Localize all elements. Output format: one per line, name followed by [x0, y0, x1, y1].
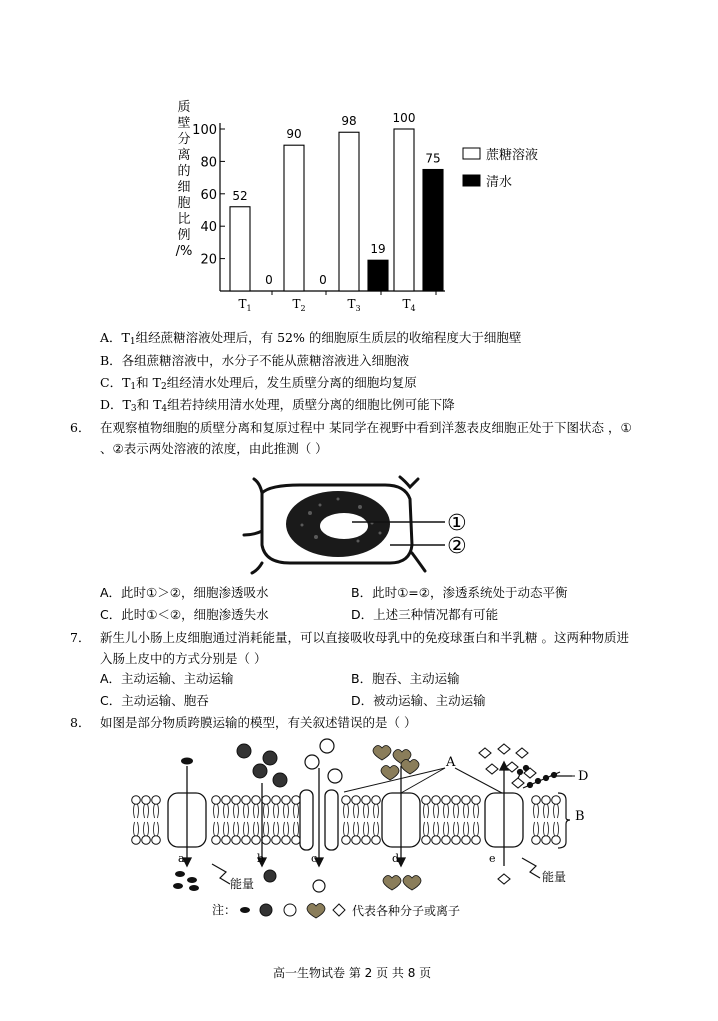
x-tick-label: $T_1$ — [238, 297, 252, 313]
y-tick-label: 20 — [200, 252, 217, 268]
phospholipid — [272, 796, 281, 805]
phospholipid — [544, 822, 549, 836]
phospholipid — [292, 796, 301, 805]
note-legend — [212, 903, 460, 918]
phospholipid — [212, 796, 221, 805]
phospholipid — [264, 804, 269, 818]
phospholipid — [542, 836, 551, 845]
phospholipid — [254, 822, 259, 836]
phospholipid — [242, 796, 251, 805]
vacuole — [320, 513, 368, 539]
phospholipid — [214, 822, 219, 836]
data-label: 75 — [425, 151, 441, 166]
phospholipid — [214, 804, 219, 818]
phospholipid — [282, 796, 291, 805]
q6-stem-line2: 、②表示两处溶液的浓度，由此推测（ ） — [100, 441, 328, 456]
label-1: ① — [447, 511, 467, 536]
svg-text:代表各种分子或离子: 代表各种分子或离子 — [352, 904, 461, 918]
energy-label-e: 能量 — [542, 870, 567, 884]
phospholipid — [294, 804, 299, 818]
phospholipid — [262, 796, 271, 805]
bar-T4-water — [423, 170, 443, 292]
phospholipid — [292, 836, 301, 845]
q8-stem: 如图是部分物质跨膜运输的模型，有关叙述错误的是（ ） — [100, 715, 417, 730]
phospholipid — [152, 836, 161, 845]
phospholipid — [454, 804, 459, 818]
data-label: 90 — [286, 127, 302, 142]
bar-T4-sucrose — [394, 129, 414, 291]
ylabel-char: 比 — [177, 212, 191, 227]
phospholipid — [284, 804, 289, 818]
phospholipid — [532, 796, 541, 805]
bar-T2-sucrose — [284, 145, 304, 291]
phospholipid — [452, 836, 461, 845]
phospholipid — [364, 822, 369, 836]
phospholipid — [142, 796, 151, 805]
q5-option-d: D．$T_3$和 $T_4$组若持续用清水处理，质壁分离的细胞比例可能下降 — [100, 397, 455, 414]
x-tick-label: $T_4$ — [402, 297, 416, 313]
phospholipid — [354, 822, 359, 836]
phospholipid — [454, 822, 459, 836]
phospholipid — [552, 836, 561, 845]
data-label: 0 — [265, 273, 273, 287]
y-tick-label: 40 — [200, 220, 217, 236]
phospholipid — [294, 822, 299, 836]
phospholipid — [252, 796, 261, 805]
data-label: 52 — [232, 188, 248, 203]
phospholipid — [464, 822, 469, 836]
ylabel-char: 的 — [177, 164, 191, 179]
data-label: 19 — [370, 242, 386, 257]
q6-option-c: C．此时①＜②，细胞渗透失水 — [100, 607, 269, 622]
phospholipid — [222, 796, 231, 805]
bar-T1-sucrose — [230, 207, 250, 291]
y-tick-label: 80 — [200, 155, 217, 171]
phospholipid — [542, 796, 551, 805]
svg-text:注：: 注： — [212, 903, 237, 917]
phospholipid — [132, 796, 141, 805]
phospholipid — [352, 796, 361, 805]
legend-label: 清水 — [486, 175, 513, 190]
legend-swatch — [463, 175, 480, 186]
phospholipid — [432, 796, 441, 805]
ylabel-char: 离 — [177, 148, 191, 163]
y-axis-label — [176, 100, 193, 259]
phospholipid — [474, 822, 479, 836]
label-b: b — [257, 852, 265, 865]
phospholipid — [284, 822, 289, 836]
q7-number: 7． — [70, 630, 91, 645]
phospholipid — [154, 822, 159, 836]
q7-stem-line2: 入肠上皮中的方式分别是（ ） — [100, 651, 267, 666]
bar-chart — [170, 95, 570, 320]
x-tick-labels — [238, 291, 436, 313]
phospholipid — [532, 836, 541, 845]
q8-number: 8． — [70, 715, 91, 730]
phospholipid — [464, 804, 469, 818]
legend — [463, 147, 538, 190]
phospholipid — [544, 804, 549, 818]
q6-stem-line1: 在观察植物细胞的质壁分离和复原过程中 某同学在视野中看到洋葱表皮细胞正处于下图状态 ，① — [100, 420, 632, 435]
bars — [230, 111, 443, 291]
ylabel-char: 胞 — [177, 196, 191, 211]
q7-stem-line1: 新生儿小肠上皮细胞通过消耗能量，可以直接吸收母乳中的免疫球蛋白和半乳糖 。这两种物质进 — [100, 630, 629, 645]
phospholipid — [244, 804, 249, 818]
phospholipid — [132, 836, 141, 845]
q7-option-b: B．胞吞、主动运输 — [351, 671, 460, 686]
y-tick-label: 100 — [192, 123, 217, 138]
q5-option-a: A．$T_1$组经蔗糖溶液处理后，有 52% 的细胞原生质层的收缩程度大于细胞壁 — [100, 330, 522, 347]
phospholipid — [144, 822, 149, 836]
phospholipid — [424, 822, 429, 836]
label-2: ② — [447, 534, 467, 559]
x-tick-label: $T_2$ — [292, 297, 306, 313]
q7-option-d: D．被动运输、主动运输 — [351, 693, 486, 708]
ylabel-char: /% — [175, 244, 193, 259]
ylabel-char: 壁 — [177, 116, 191, 131]
phospholipid — [252, 836, 261, 845]
phospholipid — [434, 804, 439, 818]
phospholipid — [352, 836, 361, 845]
phospholipid — [264, 822, 269, 836]
phospholipid — [372, 836, 381, 845]
phospholipid — [282, 836, 291, 845]
phospholipid — [272, 836, 281, 845]
phospholipid — [342, 796, 351, 805]
label-B: B — [575, 809, 585, 824]
phospholipid — [262, 836, 271, 845]
phospholipid — [152, 796, 161, 805]
label-a: a — [178, 852, 185, 865]
phospholipid — [242, 836, 251, 845]
label-d: d — [392, 852, 400, 865]
label-e: e — [489, 852, 496, 865]
phospholipid — [374, 804, 379, 818]
label-A: A — [446, 755, 456, 770]
q6-option-a: A．此时①＞②，细胞渗透吸水 — [100, 585, 269, 600]
phospholipid — [344, 804, 349, 818]
phospholipid — [534, 804, 539, 818]
phospholipid — [234, 822, 239, 836]
neighbor-wall — [412, 553, 425, 571]
phospholipid — [142, 836, 151, 845]
ylabel-char: 质 — [177, 100, 191, 115]
data-label: 98 — [341, 114, 357, 129]
phospholipid — [422, 836, 431, 845]
phospholipid — [442, 836, 451, 845]
q6-option-d: D．上述三种情况都有可能 — [351, 607, 499, 622]
phospholipid — [274, 822, 279, 836]
phospholipid — [354, 804, 359, 818]
phospholipid — [424, 804, 429, 818]
label-D: D — [578, 769, 589, 784]
q6-option-b: B．此时①=②，渗透系统处于动态平衡 — [351, 585, 568, 600]
phospholipid — [232, 796, 241, 805]
phospholipid — [472, 796, 481, 805]
data-label: 0 — [319, 273, 327, 287]
page-footer: 高一生物试卷 第 2 页 共 8 页 — [273, 966, 432, 980]
ylabel-char: 细 — [177, 180, 191, 195]
phospholipid — [462, 796, 471, 805]
phospholipid — [244, 822, 249, 836]
phospholipid — [362, 796, 371, 805]
q5-option-c: C．$T_1$和 $T_2$组经清水处理后，发生质壁分离的细胞均复原 — [100, 375, 417, 392]
phospholipid — [134, 822, 139, 836]
phospholipid — [222, 836, 231, 845]
neighbor-wall — [252, 563, 262, 573]
phospholipid — [474, 804, 479, 818]
phospholipid — [374, 822, 379, 836]
phospholipid — [444, 822, 449, 836]
phospholipid — [552, 796, 561, 805]
q7-option-c: C．主动运输、胞吞 — [100, 693, 209, 708]
phospholipid — [444, 804, 449, 818]
phospholipid — [232, 836, 241, 845]
phospholipid — [364, 804, 369, 818]
neighbor-wall — [400, 477, 418, 487]
phospholipid — [274, 804, 279, 818]
phospholipid — [372, 796, 381, 805]
q6-number: 6． — [70, 420, 91, 435]
phospholipid — [554, 822, 559, 836]
phospholipid — [224, 822, 229, 836]
heart — [373, 746, 391, 761]
phospholipid — [362, 836, 371, 845]
phospholipid — [462, 836, 471, 845]
phospholipid — [434, 822, 439, 836]
phospholipid — [422, 796, 431, 805]
phospholipid — [254, 804, 259, 818]
label-c: c — [311, 852, 318, 865]
phospholipid — [344, 822, 349, 836]
phospholipid — [212, 836, 221, 845]
ylabel-char: 分 — [177, 132, 191, 147]
phospholipid — [134, 804, 139, 818]
q7-option-a: A．主动运输、主动运输 — [100, 671, 234, 686]
phospholipid — [342, 836, 351, 845]
membrane-transport-diagram — [120, 738, 600, 928]
phospholipid — [144, 804, 149, 818]
phospholipid — [554, 804, 559, 818]
channel-protein-c-right — [325, 790, 338, 850]
phospholipid — [234, 804, 239, 818]
q5-option-b: B．各组蔗糖溶液中，水分子不能从蔗糖溶液进入细胞液 — [100, 353, 410, 368]
neighbor-wall — [254, 479, 262, 493]
legend-label: 蔗糖溶液 — [486, 148, 539, 163]
data-label: 100 — [392, 111, 416, 125]
phospholipid — [452, 796, 461, 805]
phospholipid — [154, 804, 159, 818]
bar-T3-sucrose — [339, 132, 359, 291]
neighbor-wall — [244, 531, 262, 535]
phospholipid — [534, 822, 539, 836]
x-tick-label: $T_3$ — [347, 297, 361, 313]
onion-cell-diagram — [240, 475, 490, 575]
phospholipid — [224, 804, 229, 818]
ylabel-char: 例 — [177, 228, 191, 243]
legend-swatch — [463, 148, 480, 159]
y-tick-label: 60 — [200, 187, 217, 203]
phospholipid — [432, 836, 441, 845]
phospholipid — [472, 836, 481, 845]
phospholipid — [442, 796, 451, 805]
channel-protein-c-left — [300, 790, 313, 850]
bar-T3-water — [368, 260, 388, 291]
energy-label-a: 能量 — [230, 877, 255, 891]
